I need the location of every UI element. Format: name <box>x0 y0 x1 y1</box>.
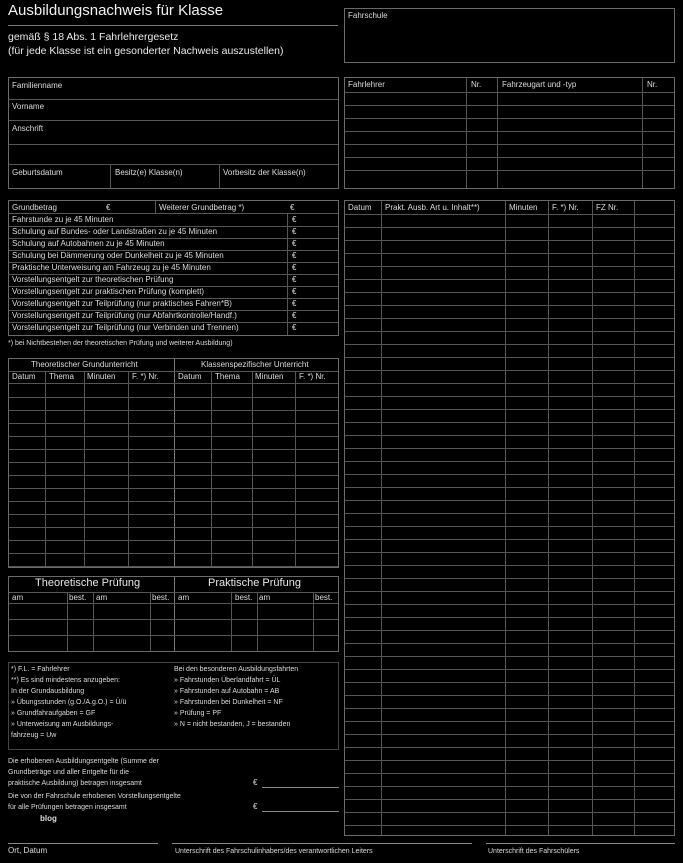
practice-row[interactable] <box>345 409 674 410</box>
legend-left-line: » Übungsstunden (g.O./A.g.O.) = Ü/ü <box>11 699 127 706</box>
theory-minutes-col-1: Minuten <box>87 372 116 381</box>
practical-exam-date-1: am <box>178 593 190 602</box>
fee-item-currency: € <box>292 251 297 260</box>
practice-row[interactable] <box>345 292 674 293</box>
practice-row[interactable] <box>345 786 674 787</box>
practice-row[interactable] <box>345 227 674 228</box>
title-underline <box>8 25 338 26</box>
practice-row[interactable] <box>345 643 674 644</box>
practice-row[interactable] <box>345 799 674 800</box>
theory-minutes-col-2: Minuten <box>255 372 284 381</box>
legend-right-line: Bei den besonderen Ausbildungsfahrten <box>174 666 299 673</box>
legend-right-line: » Fahrstunden bei Dunkelheit = NF <box>174 699 283 706</box>
theory-row[interactable] <box>9 501 338 502</box>
theory-row[interactable] <box>9 475 338 476</box>
practice-row[interactable] <box>345 396 674 397</box>
practice-row[interactable] <box>345 578 674 579</box>
fee-item-label: Vorstellungsentgelt zur Teilprüfung (nur Abfahrtkontrolle/Handf.) <box>12 311 237 320</box>
practical-exam-passed-2: best. <box>315 593 333 602</box>
theory-exam-title: Theoretische Prüfung <box>35 577 141 589</box>
theory-row[interactable] <box>9 566 338 567</box>
legend-right-line: » Prüfung = PF <box>174 710 222 717</box>
address-label: Anschrift <box>12 124 44 133</box>
theory-row[interactable] <box>9 540 338 541</box>
legend-right-line: » Fahrstunden auf Autobahn = AB <box>174 688 280 695</box>
totals-line-5: für alle Prüfungen betragen insgesamt <box>8 804 127 811</box>
totals-line-4: Die von der Fahrschule erhobenen Vorstellungsentgelte <box>8 793 181 800</box>
practice-row[interactable] <box>345 279 674 280</box>
fees-table[interactable] <box>8 200 339 336</box>
exams-table[interactable] <box>8 576 339 652</box>
instructor-nr-col-header: Nr. <box>471 80 482 89</box>
practice-row[interactable] <box>345 760 674 761</box>
instructor-col-header: Fahrlehrer <box>348 80 385 89</box>
practice-row[interactable] <box>345 656 674 657</box>
practice-row[interactable] <box>345 539 674 540</box>
fee-item-currency: € <box>292 263 297 272</box>
vehicle-type-col-header: Fahrzeugart und -typ <box>502 80 577 89</box>
place-date-line[interactable] <box>8 843 158 844</box>
practice-row[interactable] <box>345 604 674 605</box>
theory-row[interactable] <box>9 514 338 515</box>
place-date-label: Ort, Datum <box>8 846 48 855</box>
fee-item-currency: € <box>292 311 297 320</box>
legend-right-line: » Fahrstunden Überlandfahrt = ÜL <box>174 677 281 684</box>
fee-item-currency: € <box>292 299 297 308</box>
practice-row[interactable] <box>345 500 674 501</box>
form-subtitle-law: gemäß § 18 Abs. 1 Fahrlehrergesetz <box>8 31 179 43</box>
further-fee-label: Weiterer Grundbetrag *) <box>159 203 245 212</box>
instructor-table[interactable] <box>344 77 675 189</box>
practice-row[interactable] <box>345 448 674 449</box>
fee-item-label: Vorstellungsentgelt zur theoretischen Prüfung <box>12 275 174 284</box>
practice-instructor-col: F. *) Nr. <box>552 203 579 212</box>
practice-row[interactable] <box>345 526 674 527</box>
fee-item-label: Schulung auf Autobahnen zu je 45 Minuten <box>12 239 165 248</box>
theory-topic-col-1: Thema <box>49 372 74 381</box>
student-signature-line[interactable] <box>486 843 675 844</box>
further-fee-currency: € <box>290 203 295 212</box>
legend-box <box>8 662 339 750</box>
fee-item-label: Fahrstunde zu je 45 Minuten <box>12 215 114 224</box>
practice-row[interactable] <box>345 682 674 683</box>
totals-input-line-2[interactable] <box>262 811 339 812</box>
practice-row[interactable] <box>345 370 674 371</box>
practice-row[interactable] <box>345 214 674 215</box>
fee-item-currency: € <box>292 215 297 224</box>
vehicle-nr-col-header: Nr. <box>647 80 658 89</box>
theory-row[interactable] <box>9 553 338 554</box>
driving-school-label: Fahrschule <box>348 11 388 20</box>
practice-content-col: Prakt. Ausb. Art u. Inhalt**) <box>385 203 480 212</box>
fee-item-currency: € <box>292 323 297 332</box>
practice-row[interactable] <box>345 253 674 254</box>
practice-row[interactable] <box>345 747 674 748</box>
practice-row[interactable] <box>345 357 674 358</box>
fee-item-currency: € <box>292 275 297 284</box>
totals-line-1: Die erhobenen Ausbildungsentgelte (Summe der <box>8 758 159 765</box>
fee-item-currency: € <box>292 287 297 296</box>
theory-row[interactable] <box>9 410 338 411</box>
firstname-label: Vorname <box>12 102 45 111</box>
practice-row[interactable] <box>345 240 674 241</box>
fee-item-label: Vorstellungsentgelt zur praktischen Prüfung (komplett) <box>12 287 205 296</box>
birthdate-label: Geburtsdatum <box>12 168 63 177</box>
practice-row[interactable] <box>345 565 674 566</box>
practice-row[interactable] <box>345 435 674 436</box>
theory-instructor-col-2: F. *) Nr. <box>299 372 326 381</box>
practical-exam-date-2: am <box>259 593 271 602</box>
fee-item-label: Vorstellungsentgelt zur Teilprüfung (nur Verbinden und Trennen) <box>12 323 239 332</box>
practice-row[interactable] <box>345 461 674 462</box>
theory-row[interactable] <box>9 488 338 489</box>
theory-exam-date-2: am <box>96 593 108 602</box>
practice-row[interactable] <box>345 591 674 592</box>
practice-date-col: Datum <box>348 203 372 212</box>
theory-lessons-table[interactable] <box>8 358 339 568</box>
blog-stamp: blog <box>40 814 57 823</box>
theory-row[interactable] <box>9 423 338 424</box>
instructor-signature-label: Unterschrift des Fahrschulinhabers/des verantwortlichen Leiters <box>175 848 373 855</box>
practice-row[interactable] <box>345 474 674 475</box>
basic-fee-label: Grundbetrag <box>12 203 57 212</box>
theory-date-col-1: Datum <box>12 372 36 381</box>
theory-basic-group-header: Theoretischer Grundunterricht <box>31 360 138 369</box>
fee-item-label: Vorstellungsentgelt zur Teilprüfung (nur praktisches Fahren*B) <box>12 299 232 308</box>
practice-row[interactable] <box>345 487 674 488</box>
practice-row[interactable] <box>345 695 674 696</box>
practice-vehicle-col: FZ Nr. <box>596 203 619 212</box>
fees-footnote: *) bei Nichtbestehen der theoretischen Prüfung und weiterer Ausbildung) <box>8 340 233 347</box>
student-signature-label: Unterschrift des Fahrschülers <box>488 848 580 855</box>
legend-left-line: fahrzeug = Uw <box>11 732 57 739</box>
driving-school-stamp-box[interactable] <box>344 8 675 63</box>
totals-currency-2: € <box>253 802 258 811</box>
fee-item-label: Schulung auf Bundes- oder Landstraßen zu je 45 Minuten <box>12 227 218 236</box>
fee-item-currency: € <box>292 239 297 248</box>
theory-exam-date-1: am <box>12 593 24 602</box>
legend-right-line: » N = nicht bestanden, J = bestanden <box>174 721 291 728</box>
practice-row[interactable] <box>345 331 674 332</box>
practice-row[interactable] <box>345 266 674 267</box>
practice-row[interactable] <box>345 305 674 306</box>
fee-item-label: Schulung bei Dämmerung oder Dunkelheit zu je 45 Minuten <box>12 251 224 260</box>
form-subtitle-note: (für jede Klasse ist ein gesonderter Nachweis auszustellen) <box>8 45 284 57</box>
practice-lessons-table[interactable] <box>344 200 675 836</box>
legend-left-line: » Unterweisung am Ausbildungs- <box>11 721 114 728</box>
practice-row[interactable] <box>345 383 674 384</box>
theory-row[interactable] <box>9 449 338 450</box>
theory-topic-col-2: Thema <box>215 372 240 381</box>
practice-row[interactable] <box>345 513 674 514</box>
theory-row[interactable] <box>9 436 338 437</box>
practice-row[interactable] <box>345 773 674 774</box>
practice-row[interactable] <box>345 344 674 345</box>
practice-row[interactable] <box>345 552 674 553</box>
practice-minutes-col: Minuten <box>509 203 538 212</box>
legend-left-line: In der Grundausbildung <box>11 688 85 695</box>
theory-exam-passed-1: best. <box>69 593 87 602</box>
practice-row[interactable] <box>345 630 674 631</box>
surname-label: Familienname <box>12 81 63 90</box>
totals-input-line-1[interactable] <box>262 787 339 788</box>
practice-row[interactable] <box>345 617 674 618</box>
practice-row[interactable] <box>345 812 674 813</box>
theory-row[interactable] <box>9 397 338 398</box>
theory-exam-passed-2: best. <box>152 593 170 602</box>
theory-date-col-2: Datum <box>178 372 202 381</box>
theory-class-group-header: Klassenspezifischer Unterricht <box>201 360 309 369</box>
theory-instructor-col-1: F. *) Nr. <box>132 372 159 381</box>
legend-left-line: **) Es sind mindestens anzugeben: <box>11 677 120 684</box>
practice-row[interactable] <box>345 318 674 319</box>
instructor-signature-line[interactable] <box>172 843 472 844</box>
practice-row[interactable] <box>345 825 674 826</box>
classes-held-label: Besitz(e) Klasse(n) <box>115 168 183 177</box>
totals-line-3: praktische Ausbildung) betragen insgesamt <box>8 780 142 787</box>
practice-row[interactable] <box>345 721 674 722</box>
legend-left-line: *) F.L. = Fahrlehrer <box>11 666 70 673</box>
practice-row[interactable] <box>345 669 674 670</box>
legend-left-line: » Grundfahraufgaben = GF <box>11 710 96 717</box>
practice-row[interactable] <box>345 734 674 735</box>
basic-fee-currency: € <box>106 203 111 212</box>
practical-exam-passed-1: best. <box>235 593 253 602</box>
personal-data-box <box>8 77 339 189</box>
form-title: Ausbildungsnachweis für Klasse <box>8 2 224 19</box>
fee-item-label: Praktische Unterweisung am Fahrzeug zu je 45 Minuten <box>12 263 211 272</box>
practice-row[interactable] <box>345 422 674 423</box>
totals-currency-1: € <box>253 778 258 787</box>
practical-exam-title: Praktische Prüfung <box>208 577 301 589</box>
theory-row[interactable] <box>9 527 338 528</box>
practice-row[interactable] <box>345 708 674 709</box>
totals-line-2: Grundbeträge und aller Entgelte für die <box>8 769 130 776</box>
fee-item-currency: € <box>292 227 297 236</box>
classes-previous-label: Vorbesitz der Klasse(n) <box>223 168 306 177</box>
theory-row[interactable] <box>9 462 338 463</box>
